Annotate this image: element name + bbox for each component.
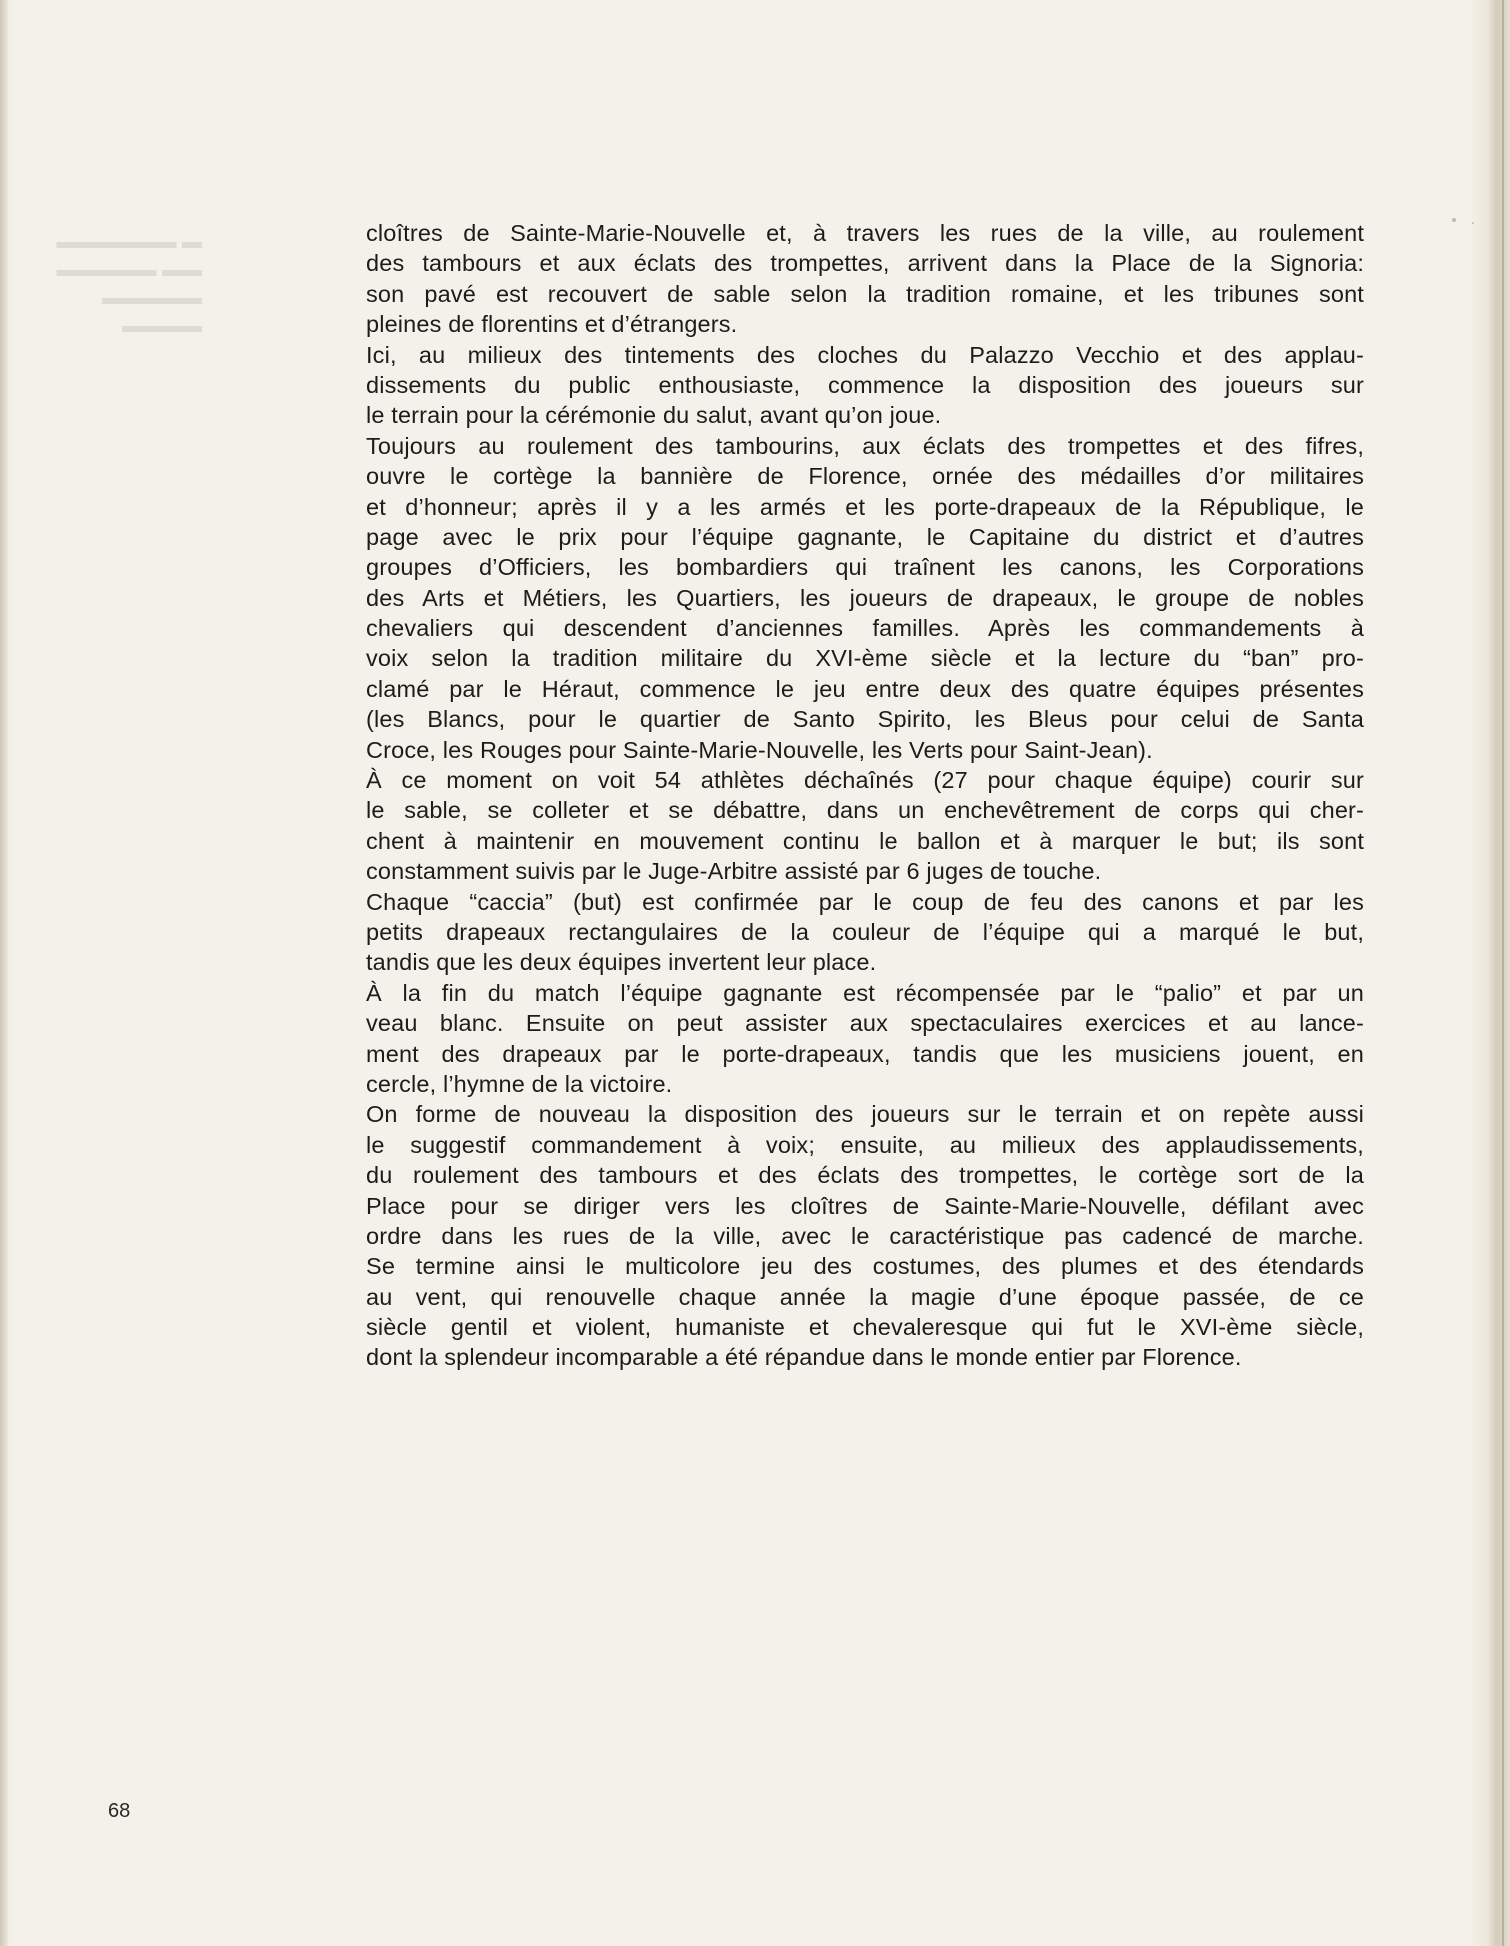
text-line: chent à maintenir en mouvement continu le ballon et à marquer le but; ils sont: [366, 827, 1364, 854]
paper-speck: [1452, 218, 1456, 222]
text-line: On forme de nouveau la disposition des joueurs sur le terrain et on repète aussi: [366, 1101, 1364, 1128]
page-edge-shadow: [1488, 0, 1510, 1946]
text-line: des Arts et Métiers, les Quartiers, les joueurs de drapeaux, le groupe de nobles: [366, 584, 1364, 611]
text-line: ouvre le cortège la bannière de Florence, ornée des médailles d’or militaires: [366, 463, 1364, 490]
page-number: 68: [108, 1800, 131, 1822]
text-line: chevaliers qui descendent d’anciennes familles. Après les commandements à: [366, 615, 1364, 642]
text-line: et d’honneur; après il y a les armés et les porte-drapeaux de la République, le: [366, 493, 1364, 520]
text-line: le sable, se colleter et se débattre, dans un enchevêtrement de corps qui cher-: [366, 797, 1364, 824]
text-line: ordre dans les rues de la ville, avec le caractéristique pas cadencé de marche.: [366, 1222, 1364, 1249]
text-line: le terrain pour la cérémonie du salut, avant qu’on joue.: [366, 402, 942, 429]
text-line: À la fin du match l’équipe gagnante est récompensée par le “palio” et par un: [366, 979, 1364, 1006]
paper-speck: [1472, 222, 1474, 224]
text-line: petits drapeaux rectangulaires de la couleur de l’équipe qui a marqué le but,: [366, 918, 1364, 945]
text-line: du roulement des tambours et des éclats des trompettes, le cortège sort de la: [366, 1162, 1364, 1189]
text-line: Chaque “caccia” (but) est confirmée par le coup de feu des canons et par les: [366, 888, 1364, 915]
text-line: dont la splendeur incomparable a été répandue dans le monde entier par Florence.: [366, 1344, 1242, 1371]
bleed-through-text: ▬▬▬▬▬▬ ▬ ▬▬▬▬▬ ▬▬ ▬▬▬▬▬ ▬▬▬▬: [56, 231, 202, 337]
text-line: À ce moment on voit 54 athlètes déchaînés (27 pour chaque équipe) courir sur: [366, 767, 1364, 794]
text-line: (les Blancs, pour le quartier de Santo Spirito, les Bleus pour celui de Santa: [366, 706, 1364, 733]
text-line: Se termine ainsi le multicolore jeu des costumes, des plumes et des étendards: [366, 1253, 1364, 1280]
text-line: clamé par le Héraut, commence le jeu entre deux des quatre équipes présentes: [366, 675, 1364, 702]
text-line: le suggestif commandement à voix; ensuite, au milieux des applaudissements,: [366, 1131, 1364, 1158]
page-gutter: [0, 0, 8, 1946]
text-line: constamment suivis par le Juge-Arbitre assisté par 6 juges de touche.: [366, 858, 1102, 885]
text-line: des tambours et aux éclats des trompettes, arrivent dans la Place de la Signoria:: [366, 250, 1364, 277]
text-line: siècle gentil et violent, humaniste et chevaleresque qui fut le XVI-ème siècle,: [366, 1314, 1364, 1341]
main-text: [366, 218, 1364, 1373]
text-line: Croce, les Rouges pour Sainte-Marie-Nouvelle, les Verts pour Saint-Jean).: [366, 736, 1153, 763]
text-line: veau blanc. Ensuite on peut assister aux spectaculaires exercices et au lance-: [366, 1010, 1364, 1037]
text-line: Ici, au milieux des tintements des cloches du Palazzo Vecchio et des applau-: [366, 341, 1364, 368]
text-line: tandis que les deux équipes invertent leur place.: [366, 949, 877, 976]
text-line: Place pour se diriger vers les cloîtres de Sainte-Marie-Nouvelle, défilant avec: [366, 1192, 1364, 1219]
text-line: pleines de florentins et d’étrangers.: [366, 311, 738, 338]
text-line: groupes d’Officiers, les bombardiers qui traînent les canons, les Corporations: [366, 554, 1364, 581]
text-line: Toujours au roulement des tambourins, aux éclats des trompettes et des fifres,: [366, 432, 1364, 459]
text-line: son pavé est recouvert de sable selon la tradition romaine, et les tribunes sont: [366, 280, 1364, 307]
text-line: ment des drapeaux par le porte-drapeaux, tandis que les musiciens jouent, en: [366, 1040, 1364, 1067]
text-line: voix selon la tradition militaire du XVI-ème siècle et la lecture du “ban” pro-: [366, 645, 1364, 672]
text-line: page avec le prix pour l’équipe gagnante, le Capitaine du district et d’autres: [366, 523, 1364, 550]
text-line: cloîtres de Sainte-Marie-Nouvelle et, à travers les rues de la ville, au roulement: [366, 220, 1364, 246]
text-line: dissements du public enthousiaste, commence la disposition des joueurs sur: [366, 371, 1364, 398]
text-line: au vent, qui renouvelle chaque année la magie d’une époque passée, de ce: [366, 1283, 1364, 1310]
text-line: cercle, l’hymne de la victoire.: [366, 1070, 673, 1097]
